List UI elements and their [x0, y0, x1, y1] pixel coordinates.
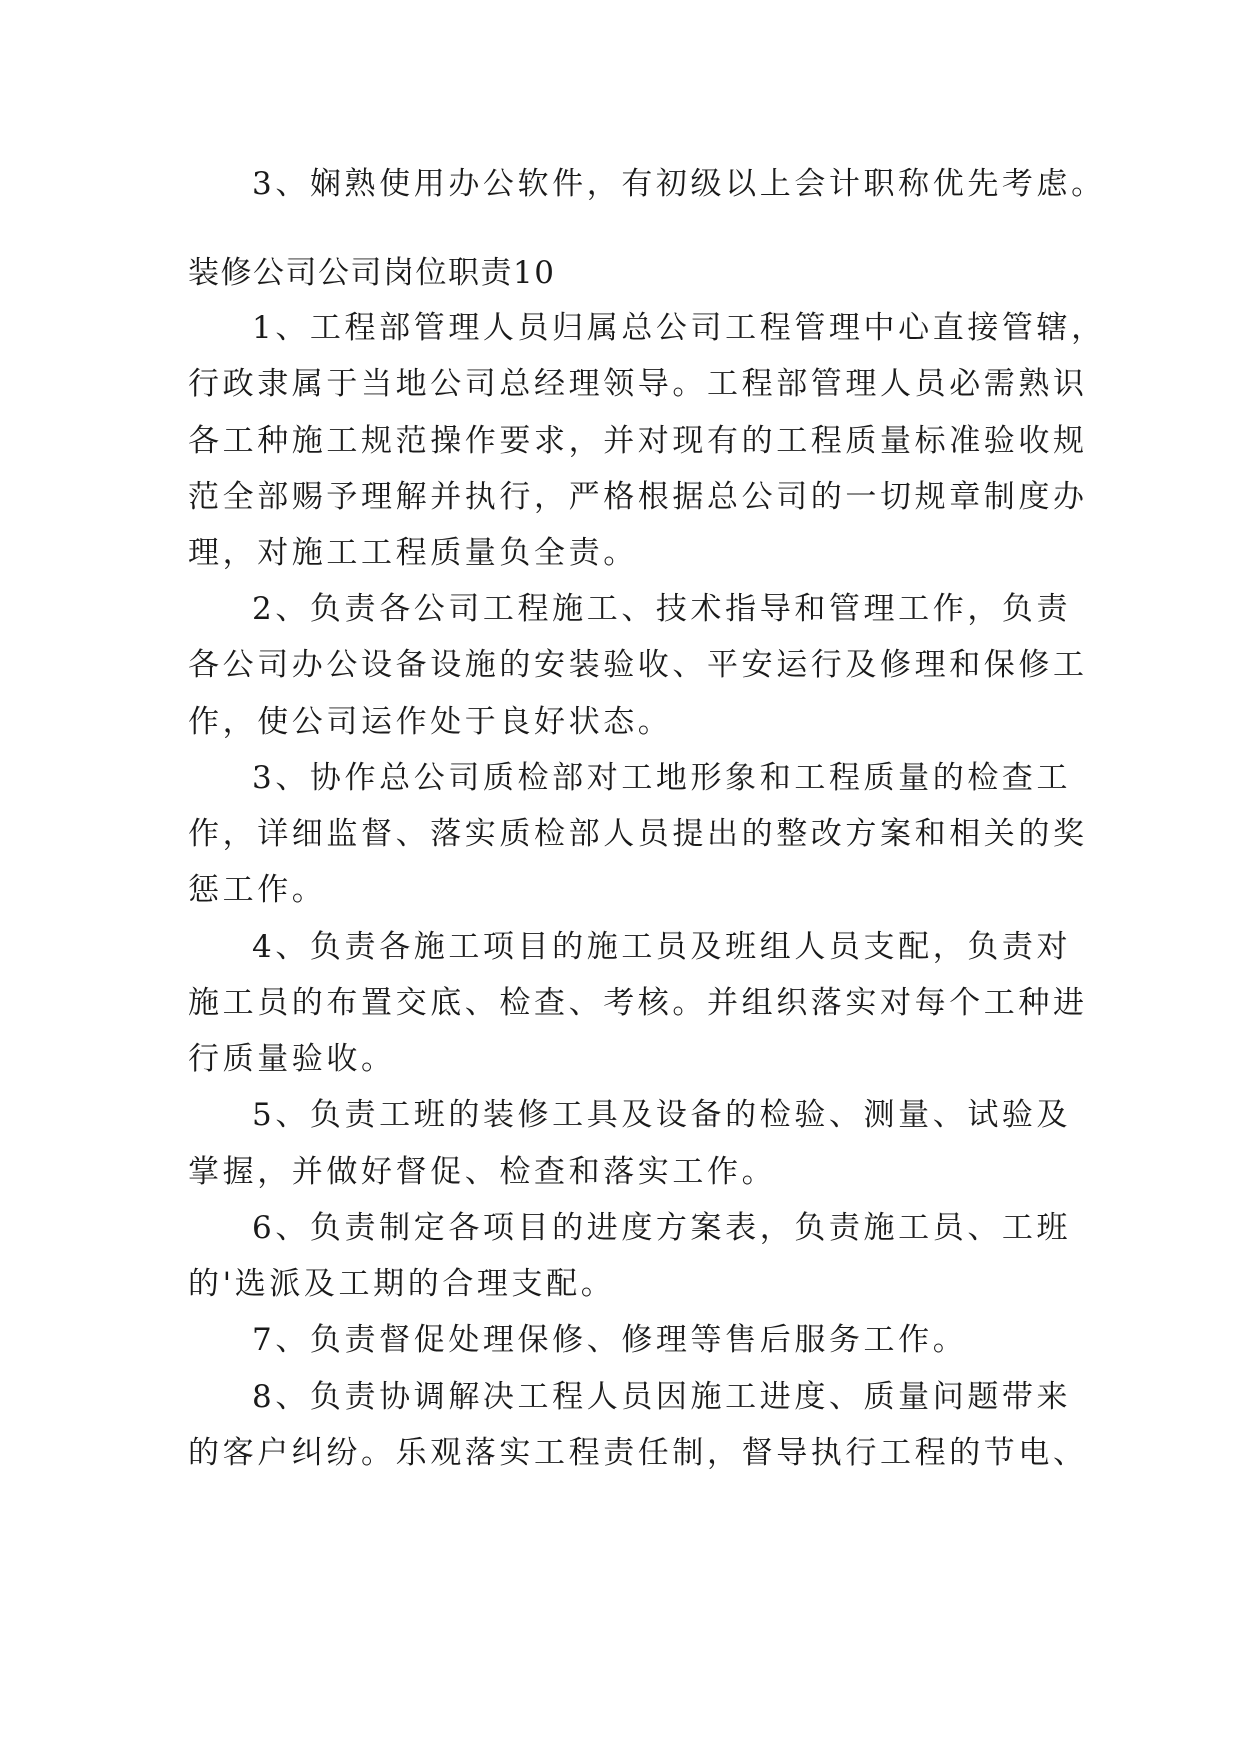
paragraph-line: 1、工程部管理人员归属总公司工程管理中心直接管辖， — [252, 310, 1106, 346]
paragraph-line: 6、负责制定各项目的进度方案表，负责施工员、工班 — [252, 1210, 1072, 1246]
paragraph-line: 2、负责各公司工程施工、技术指导和管理工作，负责 — [252, 591, 1072, 627]
paragraph-line: 的'选派及工期的合理支配。 — [188, 1266, 616, 1302]
paragraph-line: 7、负责督促处理保修、修理等售后服务工作。 — [252, 1322, 968, 1358]
paragraph-line: 3、娴熟使用办公软件，有初级以上会计职称优先考虑。 — [252, 166, 1106, 202]
paragraph-line: 惩工作。 — [188, 872, 327, 908]
paragraph-line: 4、负责各施工项目的施工员及班组人员支配，负责对 — [252, 929, 1072, 965]
paragraph-line: 各工种施工规范操作要求，并对现有的工程质量标准验收规 — [188, 423, 1088, 459]
paragraph-line: 行政隶属于当地公司总经理领导。工程部管理人员必需熟识 — [188, 366, 1088, 402]
paragraph-line: 8、负责协调解决工程人员因施工进度、质量问题带来 — [252, 1379, 1072, 1415]
paragraph-line: 各公司办公设备设施的安装验收、平安运行及修理和保修工 — [188, 647, 1088, 683]
paragraph-line: 范全部赐予理解并执行，严格根据总公司的一切规章制度办 — [188, 479, 1088, 515]
paragraph-line: 掌握，并做好督促、检查和落实工作。 — [188, 1154, 777, 1190]
paragraph-line: 作，使公司运作处于良好状态。 — [188, 704, 673, 740]
paragraph-line: 作，详细监督、落实质检部人员提出的整改方案和相关的奖 — [188, 816, 1088, 852]
paragraph-line: 行质量验收。 — [188, 1041, 396, 1077]
paragraph-line: 的客户纠纷。乐观落实工程责任制，督导执行工程的节电、 — [188, 1435, 1088, 1471]
paragraph-line: 3、协作总公司质检部对工地形象和工程质量的检查工 — [252, 760, 1072, 796]
paragraph-line: 理，对施工工程质量负全责。 — [188, 535, 638, 571]
paragraph-line: 5、负责工班的装修工具及设备的检验、测量、试验及 — [252, 1097, 1072, 1133]
paragraph-line: 施工员的布置交底、检查、考核。并组织落实对每个工种进 — [188, 985, 1088, 1021]
section-heading: 装修公司公司岗位职责10 — [188, 255, 556, 291]
